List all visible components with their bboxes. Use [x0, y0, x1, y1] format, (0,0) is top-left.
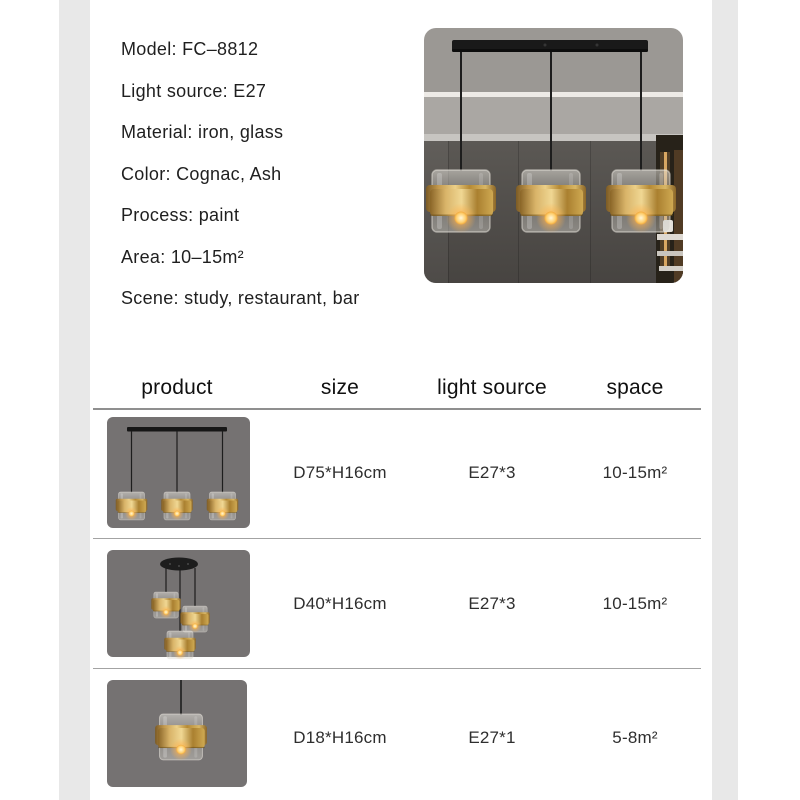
spec-area: Area: 10–15m²: [121, 246, 244, 267]
spec-model: Model: FC–8812: [121, 39, 259, 59]
spec-process: Process: paint: [121, 205, 240, 225]
spec-material: Material: iron, glass: [121, 122, 284, 142]
row-divider: [93, 668, 701, 669]
row-divider: [93, 538, 701, 539]
column-header-light-source: light source: [437, 376, 547, 399]
row1-light-source: E27*3: [468, 463, 516, 482]
row2-size: D40*H16cm: [293, 594, 387, 613]
row2-space: 10-15m²: [602, 594, 668, 613]
row3-size: D18*H16cm: [293, 728, 387, 747]
row2-light-source: E27*3: [468, 594, 516, 613]
row3-light-source: E27*1: [468, 728, 516, 747]
row1-product-image: [107, 417, 250, 528]
right-gutter-strip: [712, 0, 738, 800]
column-header-product: product: [141, 376, 213, 399]
row2-product-image: [107, 550, 250, 659]
column-header-size: size: [320, 376, 360, 399]
spec-list: [121, 29, 360, 320]
row3-space: 5-8m²: [612, 728, 658, 747]
spec-light-source: Light source: E27: [121, 80, 267, 101]
hero-product-photo: [424, 28, 683, 283]
row3-product-image: [107, 680, 247, 787]
column-header-space: space: [606, 376, 664, 399]
spec-scene: Scene: study, restaurant, bar: [121, 288, 360, 308]
row1-space: 10-15m²: [602, 463, 668, 482]
left-gutter-strip: [59, 0, 90, 800]
header-divider: [93, 408, 701, 410]
row1-size: D75*H16cm: [293, 463, 387, 482]
spec-color: Color: Cognac, Ash: [121, 163, 282, 184]
ceiling-mount-bar: [452, 40, 648, 52]
